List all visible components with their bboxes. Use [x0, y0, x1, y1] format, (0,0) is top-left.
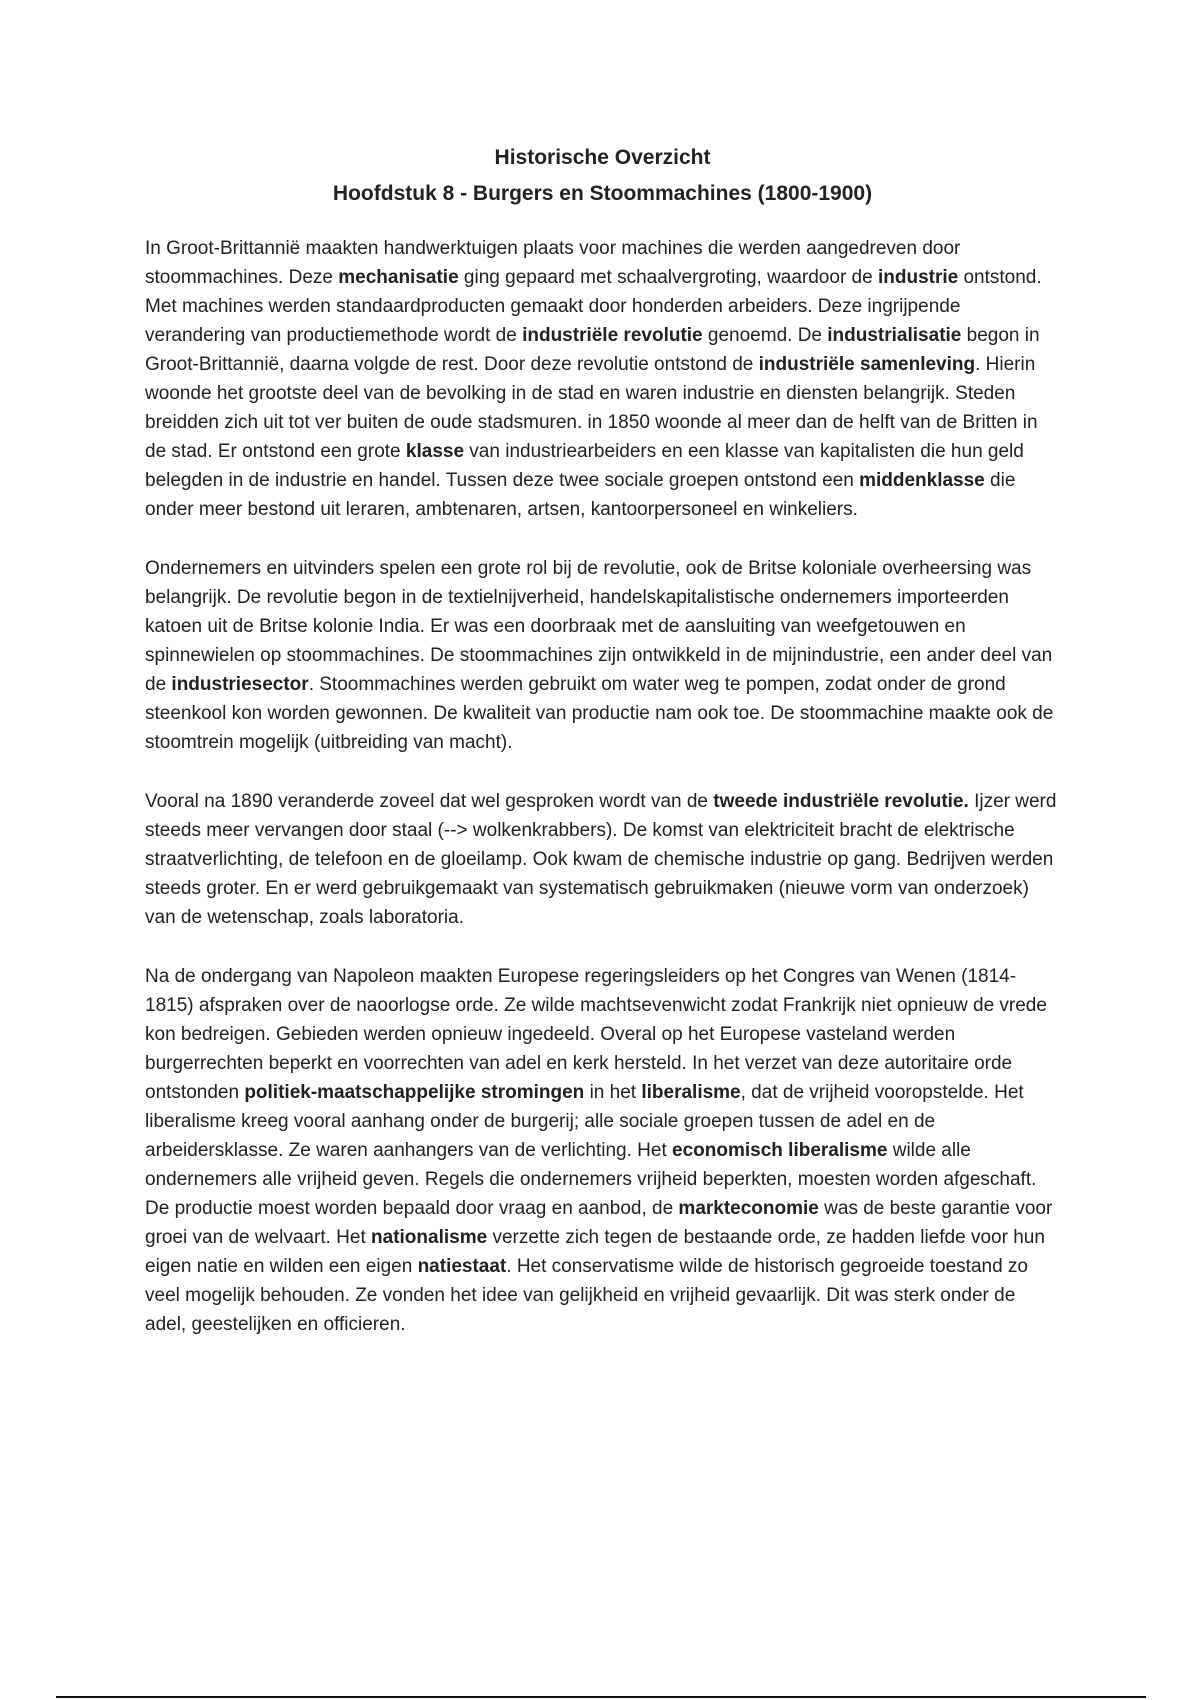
text-run: verzette zich tegen de bestaande orde, ze hadden liefde voor hun eigen natie en wilden een eigen: [145, 1227, 1045, 1277]
text-run: genoemd. De: [702, 325, 828, 346]
paragraph-entrepreneurs: [145, 554, 1060, 757]
text-run: Ondernemers en uitvinders spelen een grote rol bij de revolutie, ook de Britse koloniale overheersing was belangrijk. De revolutie begon in de textielnijverheid, handelskapitalistische ondernemers importeerden katoen uit de Britse kolonie India. Er was een doorbraak met de aansluiting van weefgetouwen en spinnewielen op stoommachines. De stoommachines zijn ontwikkeld in de mijnindustrie, een ander deel van de: [145, 558, 1053, 695]
text-run: was de beste garantie voor groei van de welvaart. Het: [145, 1198, 1053, 1248]
paragraph-industrial-revolution: [145, 234, 1060, 524]
key-term: industrialisatie: [827, 325, 962, 346]
key-term: tweede industriële revolutie.: [713, 791, 969, 812]
text-run: . Hierin woonde het grootste deel van de bevolking in de stad en waren industrie en diensten belangrijk. Steden breidden zich uit tot ver buiten de oude stadsmuren. in 1850 woonde al meer dan de helft van de Britten in de stad. Er ontstond een grote: [145, 354, 1038, 462]
text-run: in het: [584, 1082, 642, 1103]
document-page: [145, 140, 1060, 1369]
text-run: van industriearbeiders en een klasse van kapitalisten die hun geld belegden in de industrie en handel. Tussen deze twee sociale groepen ontstond een: [145, 441, 1024, 491]
key-term: nationalisme: [371, 1227, 488, 1248]
text-run: ontstond. Met machines werden standaardproducten gemaakt door honderden arbeiders. Deze ingrijpende verandering van productiemethode wordt de: [145, 267, 1042, 346]
footer-divider: [56, 1696, 1146, 1698]
text-run: In Groot-Brittannië maakten handwerktuigen plaats voor machines die werden aangedreven door stoommachines. Deze: [145, 238, 961, 288]
text-run: . Stoommachines werden gebruikt om water weg te pompen, zodat onder de grond steenkool kon worden gewonnen. De kwaliteit van productie nam ook toe. De stoommachine maakte ook de stoomtrein mogelijk (uitbreiding van macht).: [145, 674, 1054, 753]
text-run: Vooral na 1890 veranderde zoveel dat wel gesproken wordt van de: [145, 791, 714, 812]
page-title: Historische Overzicht: [494, 146, 711, 169]
text-run: Na de ondergang van Napoleon maakten Europese regeringsleiders op het Congres van Wenen (1814-1815) afspraken over de naoorlogse orde. Ze wilde machtsevenwicht zodat Frankrijk niet opnieuw de vrede kon bedreigen. Gebieden werden opnieuw ingedeeld. Overal op het Europese vasteland werden burgerrechten beperkt en voorrechten van adel en kerk hersteld. In het verzet van deze autoritaire orde ontstonden: [145, 966, 1047, 1103]
key-term: natiestaat: [417, 1256, 507, 1277]
key-term: economisch liberalisme: [672, 1140, 888, 1161]
key-term: klasse: [405, 441, 465, 462]
key-term: industriesector: [171, 674, 309, 695]
key-term: industriële samenleving: [758, 354, 976, 375]
text-run: begon in Groot-Brittannië, daarna volgde de rest. Door deze revolutie ontstond de: [145, 325, 1040, 375]
key-term: industrie: [877, 267, 959, 288]
paragraph-political-movements: [145, 962, 1060, 1339]
text-run: , dat de vrijheid vooropstelde. Het liberalisme kreeg vooral aanhang onder de burgerij; alle sociale groepen tussen de adel en de arbeidersklasse. Ze waren aanhangers van de verlichting. Het: [145, 1082, 1024, 1161]
key-term: politiek-maatschappelijke stromingen: [244, 1082, 585, 1103]
text-run: . Het conservatisme wilde de historisch gegroeide toestand zo veel mogelijk behouden. Ze vonden het idee van gelijkheid en vrijheid gevaarlijk. Dit was sterk onder de adel, geestelijken en officieren.: [145, 1256, 1028, 1335]
text-run: die onder meer bestond uit leraren, ambtenaren, artsen, kantoorpersoneel en winkeliers.: [145, 470, 1016, 520]
key-term: liberalisme: [641, 1082, 741, 1103]
paragraph-second-revolution: [145, 787, 1060, 932]
key-term: middenklasse: [859, 470, 985, 491]
text-run: Ijzer werd steeds meer vervangen door staal (--> wolkenkrabbers). De komst van elektriciteit bracht de elektrische straatverlichting, de telefoon en de gloeilamp. Ook kwam de chemische industrie op gang. Bedrijven werden steeds groter. En er werd gebruikgemaakt van systematisch gebruikmaken (nieuwe vorm van onderzoek) van de wetenschap, zoals laboratoria.: [145, 791, 1057, 928]
key-term: markteconomie: [678, 1198, 819, 1219]
chapter-subtitle: Hoofdstuk 8 - Burgers en Stoommachines (1800-1900): [332, 182, 873, 205]
key-term: industriële revolutie: [522, 325, 703, 346]
text-run: wilde alle ondernemers alle vrijheid geven. Regels die ondernemers vrijheid beperkten, moesten worden afgeschaft. De productie moest worden bepaald door vraag en aanbod, de: [145, 1140, 1037, 1219]
key-term: mechanisatie: [338, 267, 459, 288]
text-run: ging gepaard met schaalvergroting, waardoor de: [458, 267, 878, 288]
